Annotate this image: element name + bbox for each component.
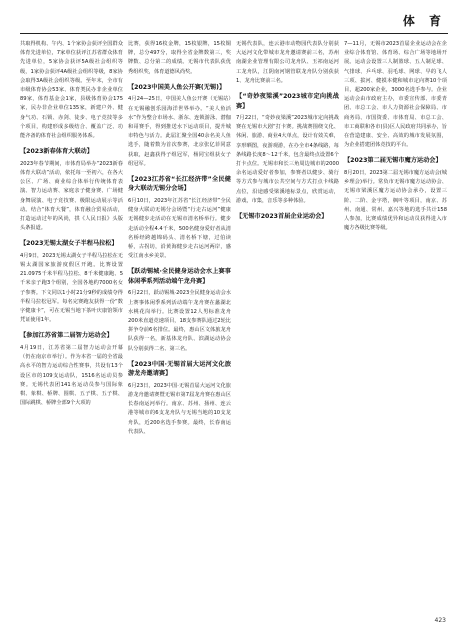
article-paragraph: 比赛，获得16枚金牌，15枚银牌，15枚铜牌，总分497分，取得全省金牌数第三，奖牌数、总分第二的成绩。无锡市代表队获优秀组织奖，体育道德风尚奖。 [128,41,231,75]
article-paragraph: 6月22日，跃动锡城·2023全民健身运动会水上赛事体闲季系列活动端午龙舟赛在蠡湖北水桃花岗举行。比赛设置12人男标准龙舟200米直道竞速项目，18支参赛队通过2轮比拼争夺前6名排位。最终，惠山区文体旅龙舟队获得一名，新基体龙舟队、滨湖运动协会队分别获得二名、第三名。 [128,290,231,352]
article-heading: 【2023第二届无锡市魔方运动会】 [344,157,442,165]
article-paragraph: 4月9日，2023无锡太湖女子半程马拉松在无锡太湖国家旅游度假区开跑。比赛设置21.0975千米半程马拉松、8千米健康跑、5千米亲子跑3个组别，全国各地约7000名女子参赛。下文同以1小时21分9秒的成绩夺得半程马拉松冠军。每名完赛跑友获得一份“数字健康卡”，可在无锡当地下茶叶庆康馆领市凭证使用1年。 [20,252,123,324]
text-column-2 [128,40,231,615]
article-heading: 【“奇妙夜梁溪”2023城市定向挑战赛】 [236,93,339,110]
text-column-1 [20,40,123,615]
article-paragraph: 7—11月，无锡市2023首届企业运动会在企业综合体育馆、体育场、综合广场等地场开展。运动会设置三人制篮球、五人制足球、气排球、乒乓球、羽毛球、网球、早的飞人三项、拔河、健摸本健和城市定向赛10个项目，超200家企业，3000名选手参与。企业运动会由市政府主办，市委宣传部、市委青团、市总工会、市人力资源社会保障局、市商务局、市国资委、市体育局、市总工会、市工商联和各市(县)区人民政府共同承办，旨在营造建康、安全、高效的城市发展氛围，为企业搭建团体竞技的平台。 [344,41,447,149]
article-paragraph: 8月20日，2023第二届无锡市魔方运动会(城乡理会)举行。常负市无锡市魔方运动协会、无锡市梁溪区魔方运动协会承办，设置三阶、二阶、金字塔，枫叶等项目，南京、苏州、南通、常州、嘉兴等地的选手共计158人参加，比赛成绩优异和运动员获得进入市魔方各级比赛等级。 [344,169,447,232]
article-paragraph: 共取得机构、午内、1个家协会获评全国群众体育先进单位，7家单位获评江苏省群众体育先进单位，5家协会获评5A级社会组织等级，1家协会获评4A级社会组织等级，8家协会取得3A级社会组织等级。至年末，全市有市级体育协会53家、体育类民办非企业单位89家，体育基金会1家，县级体育协会175家，民办非企业单位135家，新建户外、健身气功、石锁、赤剑、徒步、电子竞技等多个项目，构建形成多级结合、覆盖广泛、功能齐备的体育社会组织服务体系。 [20,41,123,140]
article-paragraph: 4月19日，江苏省第二届智力运动会开幕（仍在南京市举行）。作为本省一届的全省最高水平的智力运动综合性赛事，共设有13个设区市的109支运动队，1516名运动员参赛。无锡代表团141名运动员参与国际象棋、象棋、桥牌、围棋、五子棋、五子棋、国际跳棋、桥牌全部9个大项的 [20,344,123,407]
header-rule [20,33,448,34]
article-heading: 【2023无锡太湖女子半程马拉松】 [20,240,118,248]
article-paragraph: 7月22日，“奇妙夜梁溪”2023城市定向挑战赛在无锡市大剧“打卡赛。挑战赛围绕文化、休闲、旅游、商业4大单点，设计有效关难，享形晒图，夜游观游，在办全市4条线路，每条线路长度8～12千米，包含最终点设置6个打卡点位。无锡市和长三角周边城市的2000余名运动爱好者参加，参赛者以健步、骑行等方式参与城市公共空间与方式打点卡线路点位，沿途感受梁溪地标景点，欣赏运动，游戏，市集，音乐等多种体验。 [236,115,339,204]
article-heading: 【2023江苏省“长江经济带”全民健身大联动无锡分会场】 [128,175,231,193]
text-column-3 [236,40,339,615]
article-heading: 【参加江苏省第二届智力运动会】 [20,332,113,340]
article-paragraph: 6月23日，2023中国·无锡首届大运河文化旅游龙舟邀请赛暨无锡市第7届龙舟赛在惠山区长春南运河举行。南京、苏州、扬州、连云港等城市的6支龙舟队与无锡当地的10支龙舟队，近200名选手参赛。最终，长春南运代表队、 [128,382,231,435]
section-title: 体 育 [402,14,446,28]
text-column-4 [344,40,447,615]
article-paragraph: 无锡代表队，连云港市动物园代表队分别获大运河文化带城市龙舟邀请赛前三名，苏州南湖企业管理有限公司龙舟队、玉祁南运河工龙舟队，江阴南河钢管联龙舟队分别获获1、龙舟比赛前三名。 [236,41,339,84]
page-number: 423 [434,617,446,624]
article-heading: 【跃动锡城·全民健身运动会水上赛事体闲季系列活动端午龙舟赛】 [128,268,231,285]
article-paragraph: 4月24—25日，中国美人鱼公开赛（无锡站）在无锡融创乐园海洋世界举办。“美人鱼活水”作为整合市场水、浙东、连锁游泳、潜伽和哥赛手，得到推送水下运动项目，提升城市特色与活力。此届汇聚全国40余名美人鱼选手，随着数为首次参赛，北京张亿菲同意获取，赵鑫获得子组冠军，杨同宝组获女子组冠军。 [128,96,231,167]
article-paragraph: 2023年春节期间，市体育局举办“2023新春体育大联动”活动，依托每一至初六，在各大公区、广场、商业综合体举行传统体育表演、智力运动赛、家庭亲子健身赛、广场健身舞展演、电子竞技赛、极限运动展示等活动。结合“体育大餐”，体育融合贸易活动，打造运动过年的风尚，拱《人民日报》头版头条报道。 [20,160,123,232]
article-heading: 【无锡市2023首届企业运动会】 [236,213,328,221]
page-header [0,0,468,32]
article-heading: 【2023中国美人鱼公开赛(无锡)】 [128,83,226,91]
article-heading: 【2023中国·无锡首届大运河文化旅游龙舟邀请赛】 [128,360,231,378]
article-heading: 【2023新春体育大联动】 [20,148,93,156]
article-paragraph: 6月10日，2023年江苏省“长江经济带”全民健身大联动无锡分会场暨“行走古运河”健康无锡健步走活动在无锡市清名桥举行。健步走活动全程4.4千米，500名健身爱好者从清名桥经跨越锦码头、清名桥下塘，过伯读桥，古拐坊，沿黄海健步走古运河两岸，感受江南水乡美景。 [128,197,231,260]
